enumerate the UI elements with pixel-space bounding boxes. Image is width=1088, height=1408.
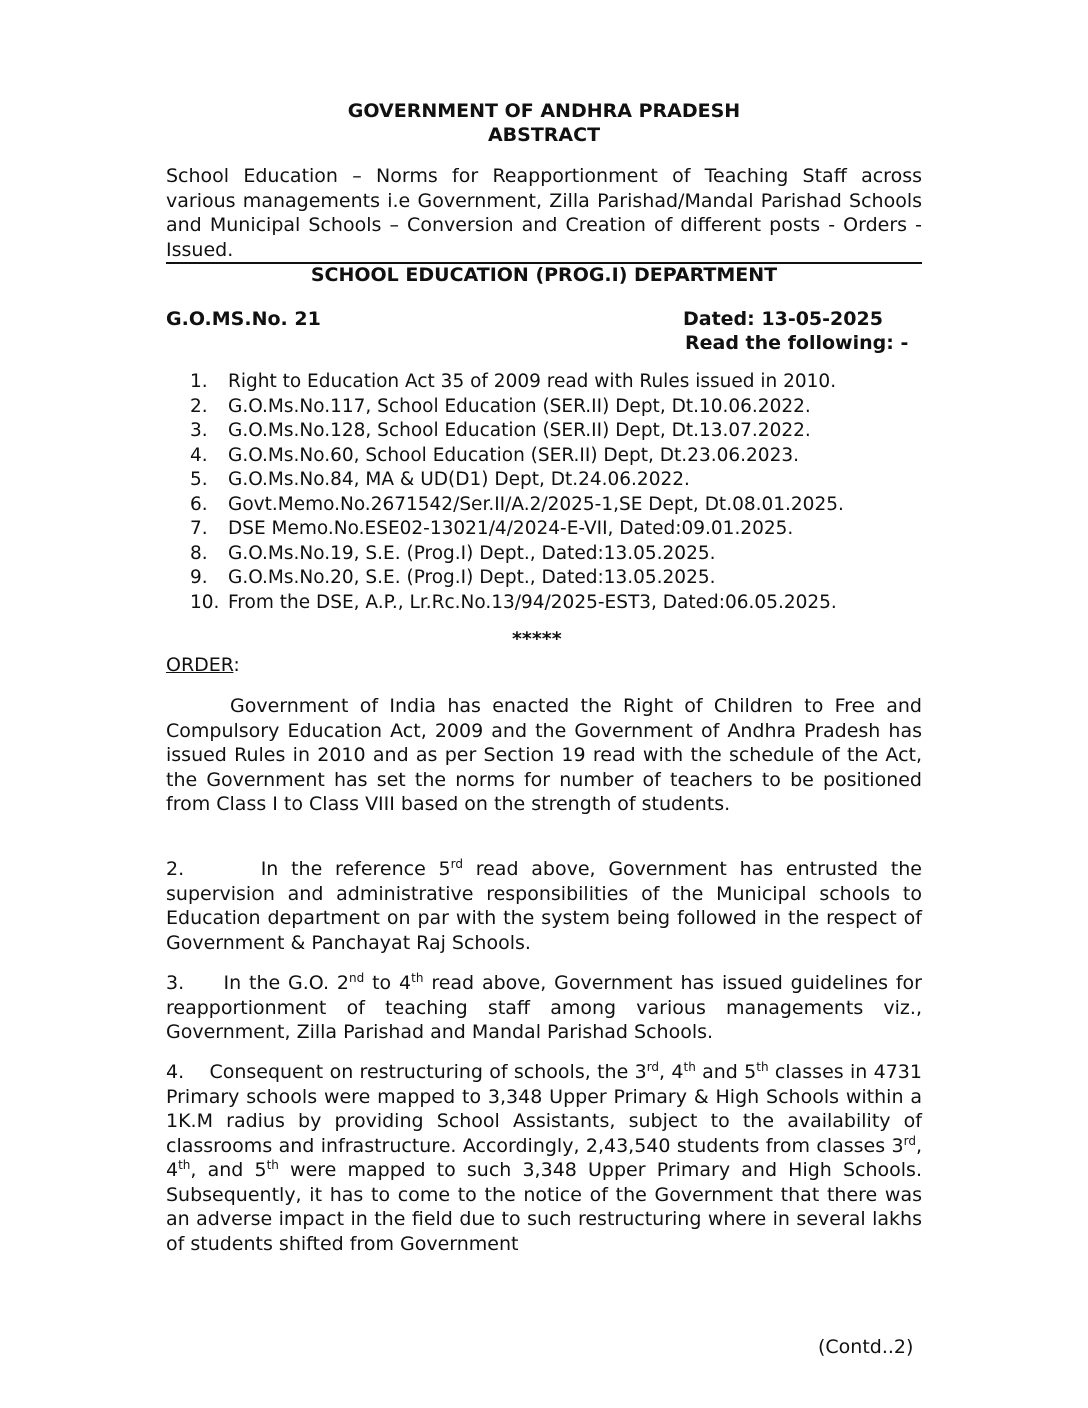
- order-heading: ORDER:: [166, 654, 240, 676]
- read-following-label: Read the following: -: [685, 332, 909, 354]
- reference-item: 4. G.O.Ms.No.60, School Education (SER.II) Dept, Dt.23.06.2023.: [190, 444, 799, 466]
- reference-item: 9. G.O.Ms.No.20, S.E. (Prog.I) Dept., Dated:13.05.2025.: [190, 567, 716, 588]
- reference-item: 7. DSE Memo.No.ESE02-13021/4/2024-E-VII, Dated:09.01.2025.: [190, 518, 794, 539]
- reference-item: 1. Right to Education Act 35 of 2009 read with Rules issued in 2010.: [190, 371, 837, 392]
- go-date: Dated: 13-05-2025: [683, 308, 883, 330]
- reference-item: 5. G.O.Ms.No.84, MA & UD(D1) Dept, Dt.24.06.2022.: [190, 469, 690, 490]
- abstract-subject: School Education – Norms for Reapportionment of Teaching Staff across various managements i.e Government, Zilla Parishad/Mandal Parishad Schools and Municipal Schools – Conversion and Creation of different posts - Orders - Issued.: [166, 165, 922, 261]
- reference-item: 6. Govt.Memo.No.2671542/Ser.II/A.2/2025-1,SE Dept, Dt.08.01.2025.: [190, 493, 844, 515]
- reference-item: 8. G.O.Ms.No.19, S.E. (Prog.I) Dept., Dated:13.05.2025.: [190, 542, 716, 564]
- department-heading: SCHOOL EDUCATION (PROG.I) DEPARTMENT: [310, 264, 778, 286]
- references-list: [190, 370, 844, 615]
- paragraph-2: 2. In the reference 5rd read above, Government has entrusted the supervision and administrative responsibilities of the Municipal schools to Education department on par with the system being followed in the respect of Government & Panchayat Raj Schools.: [166, 857, 922, 954]
- reference-item: 2. G.O.Ms.No.117, School Education (SER.II) Dept, Dt.10.06.2022.: [190, 395, 811, 417]
- reference-item: 3. G.O.Ms.No.128, School Education (SER.II) Dept, Dt.13.07.2022.: [190, 420, 811, 441]
- government-heading: GOVERNMENT OF ANDHRA PRADESH: [347, 100, 741, 122]
- separator-stars: *****: [512, 628, 562, 650]
- reference-item: 10. From the DSE, A.P., Lr.Rc.No.13/94/2025-EST3, Dated:06.05.2025.: [190, 591, 837, 613]
- abstract-heading: ABSTRACT: [487, 124, 601, 146]
- go-number: G.O.MS.No. 21: [166, 308, 321, 330]
- continued-marker: (Contd..2): [818, 1336, 914, 1358]
- paragraph-1: Government of India has enacted the Right of Children to Free and Compulsory Education Act, 2009 and the Government of Andhra Pradesh has issued Rules in 2010 and as per Section 19 read with the schedule of the Act, the Government has set the norms for number of teachers to be positioned from Class I to Class VIII based on the strength of students.: [166, 695, 922, 815]
- paragraph-3: 3. In the G.O. 2nd to 4th read above, Government has issued guidelines for reapportionment of teaching staff among various managements viz., Government, Zilla Parishad and Mandal Parishad Schools.: [166, 971, 922, 1043]
- paragraph-4: 4. Consequent on restructuring of schools, the 3rd, 4th and 5th classes in 4731 Primary schools were mapped to 3,348 Upper Primary & High Schools within a 1K.M radius by providing School Assistants, subject to the availability of classrooms and infrastructure. Accordingly, 2,43,540 students from classes 3rd, 4th, and 5th were mapped to such 3,348 Upper Primary and High Schools. Subsequently, it has to come to the notice of the Government that there was an adverse impact in the field due to such restructuring where in several lakhs of students shifted from Government: [166, 1060, 922, 1255]
